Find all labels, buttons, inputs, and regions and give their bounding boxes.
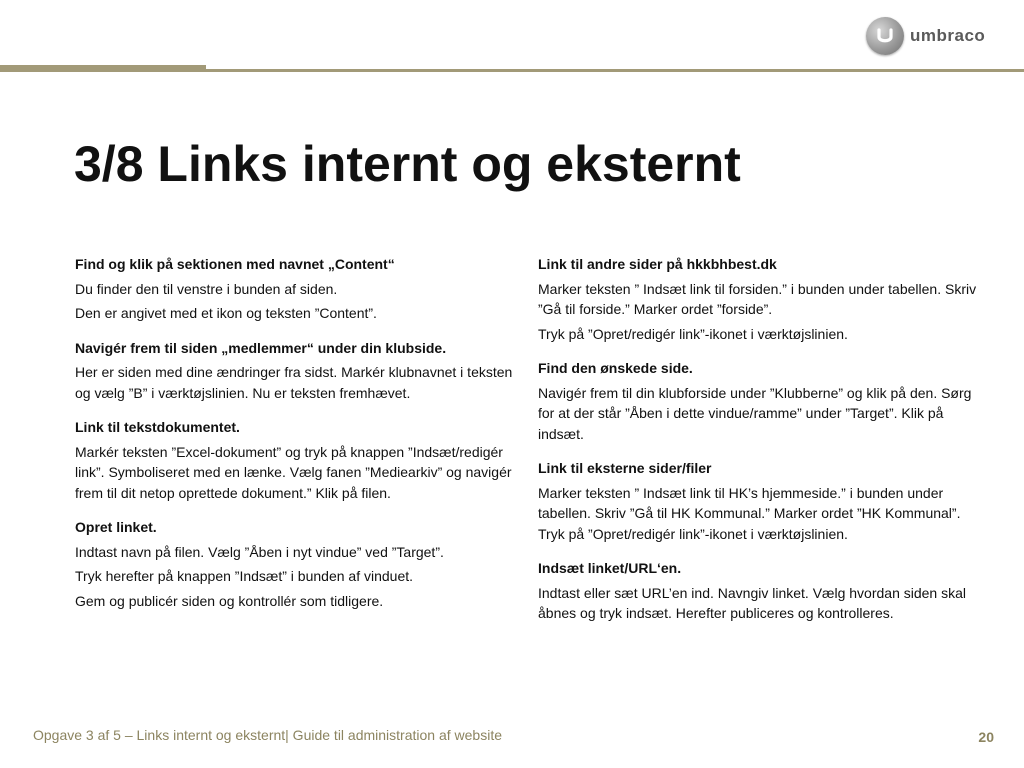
section-paragraph: Tryk på ”Opret/redigér link”-ikonet i værktøjslinien. (538, 325, 848, 342)
section-heading: Indsæt linket/URL‘en. (538, 560, 682, 576)
instruction-section (75, 417, 515, 503)
section-heading: Link til tekstdokumentet. (75, 419, 240, 435)
instruction-section (538, 358, 988, 444)
section-paragraph: Indtast eller sæt URL’en ind. Navngiv linket. Vælg hvordan siden skal åbnes og tryk indsæt. Herefter publiceres og kontrolleres. (538, 584, 966, 621)
section-paragraph: Marker teksten ” Indsæt link til HK’s hjemmeside.” i bunden under tabellen. Skriv ”Gå til HK Kommunal.” Marker ordet ”HK Kommunal”. Tryk på ”Opret/redigér link”-ikonet i værktøjslinien. (538, 484, 961, 542)
section-heading: Link til eksterne sider/filer (538, 460, 712, 476)
page-number: 20 (978, 729, 994, 745)
section-paragraph: Gem og publicér siden og kontrollér som tidligere. (75, 592, 384, 609)
right-column (538, 254, 988, 638)
header-divider (0, 69, 1024, 72)
section-paragraph: Her er siden med dine ændringer fra sidst. Markér klubnavnet i teksten og vælg ”B” i værktøjslinien. Nu er teksten fremhævet. (75, 364, 513, 401)
section-paragraph: Du finder den til venstre i bunden af siden. (75, 280, 338, 297)
instruction-section (538, 254, 988, 344)
section-heading: Find den ønskede side. (538, 360, 693, 376)
left-column (75, 254, 515, 625)
section-paragraph: Marker teksten ” Indsæt link til forsiden.” i bunden under tabellen. Skriv ”Gå til forside.” Marker ordet ”forside”. (538, 280, 977, 317)
section-paragraph: Markér teksten ”Excel-dokument” og tryk på knappen ”Indsæt/redigér link”. Symboliseret med en lænke. Vælg fanen ”Mediearkiv” og navigér frem til dit netop oprettede dokument.” Klik på filen. (75, 443, 512, 501)
instruction-section (538, 558, 988, 624)
umbraco-logo-icon (866, 17, 904, 55)
logo-text: umbraco (910, 26, 986, 45)
slide-title: 3/8 Links internt og eksternt (74, 136, 741, 192)
instruction-section (75, 517, 515, 611)
section-heading: Opret linket. (75, 519, 157, 535)
section-heading: Navigér frem til siden „medlemmer“ under din klubside. (75, 339, 447, 356)
instruction-section (75, 254, 515, 324)
umbraco-logo (866, 16, 985, 56)
section-paragraph: Tryk herefter på knappen ”Indsæt” i bunden af vinduet. (75, 568, 414, 584)
footer-text: Opgave 3 af 5 – Links internt og eksternt| Guide til administration af website (33, 727, 502, 743)
section-paragraph: Den er angivet med et ikon og teksten ”Content”. (75, 305, 377, 321)
section-paragraph: Navigér frem til din klubforside under ”Klubberne” og klik på den. Sørg for at der står ”Åben i dette vindue/ramme” under ”Target”. Klik på indsæt. (538, 384, 972, 442)
section-heading: Find og klik på sektionen med navnet „Content“ (75, 256, 395, 272)
section-paragraph: Indtast navn på filen. Vælg ”Åben i nyt vindue” ved ”Target”. (75, 543, 444, 560)
instruction-section (75, 338, 515, 404)
section-heading: Link til andre sider på hkkbhbest.dk (538, 256, 777, 272)
instruction-section (538, 458, 988, 544)
